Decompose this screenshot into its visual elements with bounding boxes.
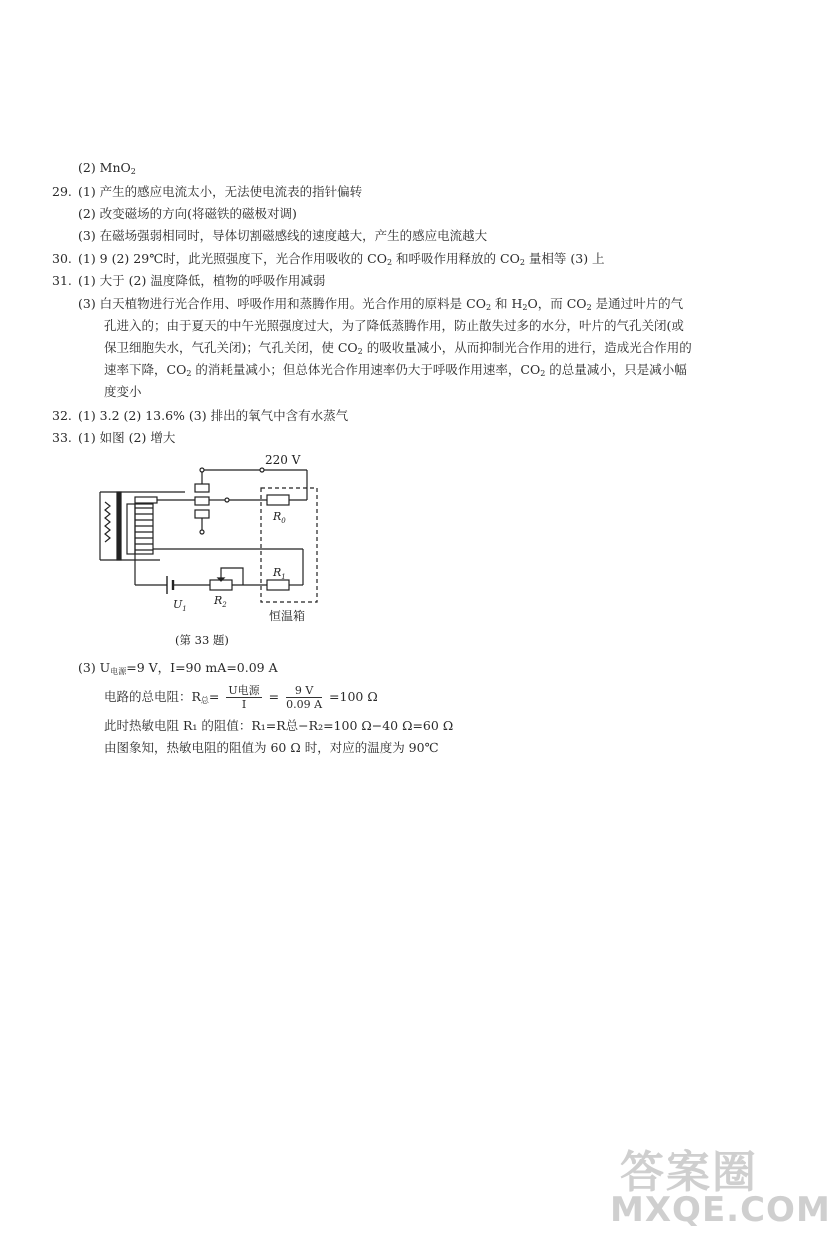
r0-label: $R_0$ — [273, 510, 286, 525]
q32-answer: (1) 3.2 (2) 13.6% (3) 排出的氧气中含有水蒸气 — [78, 408, 349, 423]
contact-arm — [135, 497, 157, 503]
terminal-220v — [260, 468, 264, 472]
q32-number: 32. — [52, 408, 72, 423]
coil-icon — [135, 508, 153, 550]
q31-answer-3-line2: 孔进入的；由于夏天的中午光照强度过大，为了降低蒸腾作用，防止散失过多的水分，叶片的气孔关闭(或 — [104, 318, 684, 333]
q30-number: 30. — [52, 251, 72, 266]
q31-answer-3-line5: 度变小 — [104, 384, 142, 399]
r2-label: $R_2$ — [214, 594, 227, 609]
watermark-bottom: MXQE.COM — [610, 1190, 831, 1230]
watermark-top: 答案圈 — [620, 1147, 758, 1198]
q29-answer-1: (1) 产生的感应电流太小，无法使电流表的指针偏转 — [78, 184, 363, 199]
switch-middle-contact — [195, 497, 209, 505]
q30-answer: (1) 9 (2) 29℃时，此光照强度下，光合作用吸收的 $CO_2$ 和呼吸作用释放的 $CO_2$ 量相等 (3) 上 — [78, 251, 605, 267]
q31-answer-3-line1: (3) 白天植物进行光合作用、呼吸作用和蒸腾作用。光合作用的原料是 $CO_2$ 和 $H_2O$，而 $CO_2$ 是通过叶片的气 — [78, 296, 684, 312]
r1-label: $R_1$ — [273, 566, 286, 581]
switch-lower-contact — [195, 510, 209, 518]
circuit-diagram — [95, 452, 325, 652]
q33-thermistor-resistance: 此时热敏电阻 R₁ 的阻值：R₁=R总−R₂=100 Ω−40 Ω=60 Ω — [104, 718, 454, 733]
q31-answer-3-line4: 速率下降，$CO_2$ 的消耗量减小；但总体光合作用速率仍大于呼吸作用速率，$CO_2$ 的总量减小，只是减小幅 — [104, 362, 687, 378]
q31-answer-1-2: (1) 大于 (2) 温度降低，植物的呼吸作用减弱 — [78, 273, 326, 288]
switch-upper-contact — [195, 484, 209, 492]
relay-post — [117, 492, 121, 560]
q31-number: 31. — [52, 273, 72, 288]
fraction-9v-over-009a: $\frac{9 V}{0.09 A}$ — [286, 684, 323, 711]
thermostat-label: 恒温箱 — [269, 609, 306, 623]
q29-answer-2: (2) 改变磁场的方向(将磁铁的磁极对调) — [78, 206, 297, 221]
voltage-label: 220 V — [265, 453, 301, 467]
q31-answer-3-line3: 保卫细胞失水，气孔关闭)；气孔关闭，使 $CO_2$ 的吸收量减小，从而抑制光合作用的进行，造成光合作用的 — [104, 340, 692, 356]
q33-temperature-conclusion: 由图象知，热敏电阻的阻值为 60 Ω 时，对应的温度为 90℃ — [104, 740, 439, 755]
terminal-top — [200, 468, 204, 472]
q29-answer-3: (3) 在磁场强弱相同时，导体切割磁感线的速度越大，产生的感应电流越大 — [78, 228, 488, 243]
q28-answer-2: (2) MnO$_2$ — [78, 160, 136, 176]
q33-total-resistance: 电路的总电阻：$R_总=$ $\frac{\text{U电源}}{I}$ = $\frac{9 V}{0.09 A}$ =100 Ω — [104, 684, 378, 711]
iron-core — [127, 504, 135, 554]
fraction-u-over-i: $\frac{\text{U电源}}{I}$ — [228, 684, 260, 711]
resistor-r0 — [267, 495, 289, 505]
u1-label: $U_1$ — [173, 598, 187, 613]
resistor-r1 — [267, 580, 289, 590]
watermark-logo — [602, 1136, 831, 1236]
q33-answer-3-given: (3) $U_{电源}=9$ V，I=90 mA=0.09 A — [78, 660, 278, 676]
q33-answer-1-2: (1) 如图 (2) 增大 — [78, 430, 176, 445]
q29-number: 29. — [52, 184, 72, 199]
spring-icon — [105, 502, 110, 542]
figure-caption: (第 33 题) — [175, 633, 229, 647]
q33-number: 33. — [52, 430, 72, 445]
electromagnet-coil — [135, 504, 153, 554]
